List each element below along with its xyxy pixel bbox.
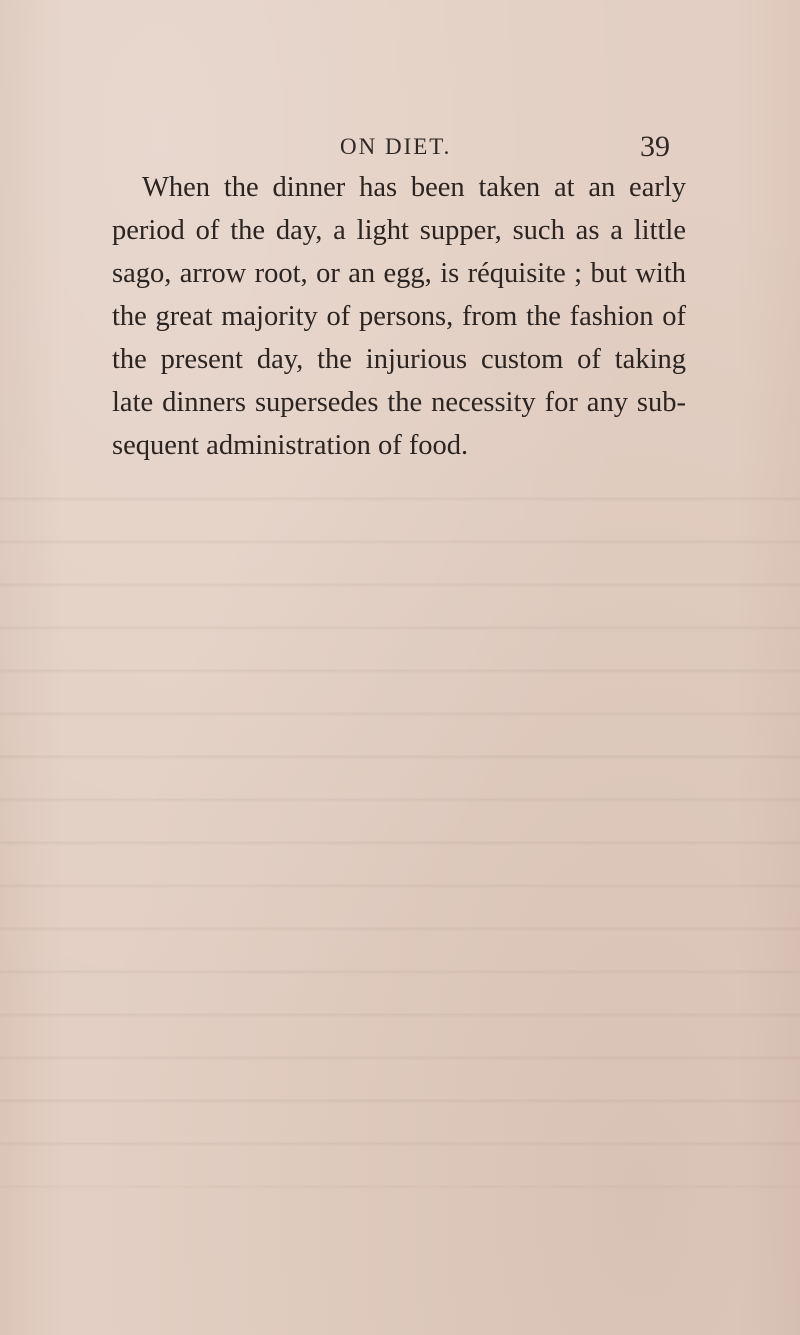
page-number: 39 (640, 130, 670, 163)
running-title: ON DIET. (340, 134, 452, 159)
text-line: the great majority of persons, from the fashion of (112, 301, 686, 332)
text-line: When the dinner has been taken at an early (142, 172, 686, 203)
paragraph (112, 166, 686, 467)
text-line: sago, arrow root, or an egg, is réquisite ; but with (112, 258, 686, 289)
text-line: the present day, the injurious custom of taking (112, 344, 686, 375)
text-line: period of the day, a light supper, such as a little (112, 215, 686, 246)
running-head (0, 130, 800, 166)
text-line: sequent administration of food. (112, 430, 469, 461)
text-line: late dinners supersedes the necessity for any sub- (112, 387, 686, 418)
